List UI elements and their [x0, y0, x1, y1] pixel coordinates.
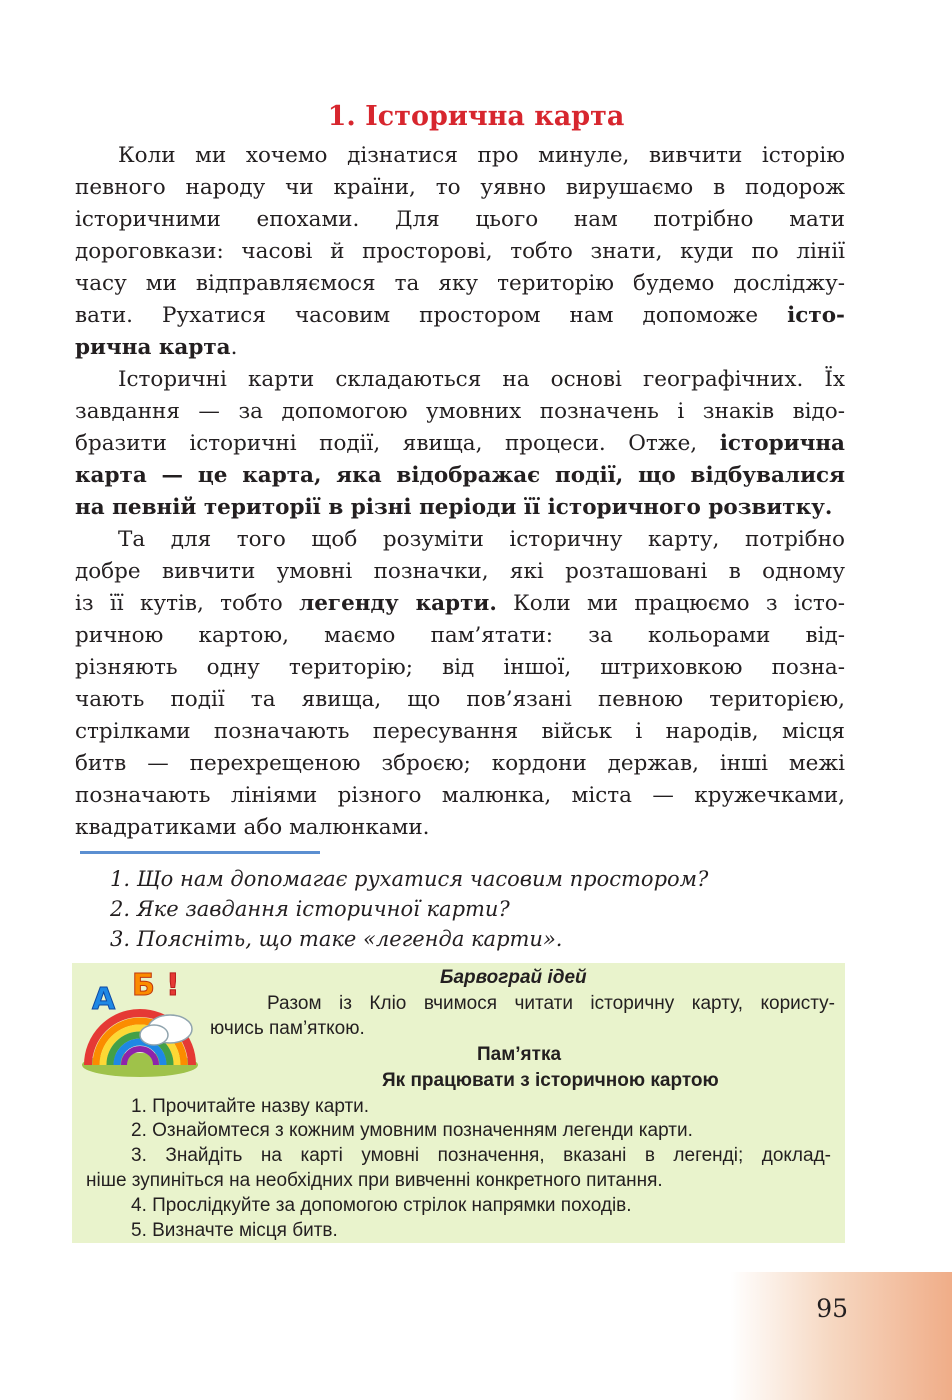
text-line: Коли ми хочемо дізнатися про минуле, вивчити історію [118, 143, 845, 168]
box-intro-line: Разом із Кліо вчимося читати історичну карту, користу- [267, 993, 835, 1014]
text-line [75, 300, 845, 332]
text-line: добре вивчити умовні позначки, які розташовані в одному [75, 559, 845, 584]
bold-term: легенду карти. [299, 591, 497, 616]
box-intro-line: ючись пам’яткою. [210, 1018, 365, 1039]
text-line: різняють одну територію; від іншої, штриховкою позна- [75, 655, 845, 680]
memo-step: ніше зупиніться на необхідних при вивченні конкретного питання. [86, 1170, 663, 1191]
text-line [75, 428, 845, 460]
text-line: Історичні карти складаються на основі географічних. Їх [118, 367, 845, 392]
text-line: часу ми відправляємося та яку територію будемо досліджу- [75, 271, 845, 296]
text-line [75, 332, 845, 364]
bold-term: історична [719, 431, 845, 456]
text-line: чають події та явища, що пов’язані певною територією, [75, 687, 845, 712]
section-title: 1. Історична карта [327, 101, 625, 132]
svg-text:Б: Б [132, 968, 155, 1003]
rainbow-abc-logo-icon [78, 965, 204, 1077]
memo-step: 5. Визначте місця битв. [131, 1220, 338, 1241]
box-title: Барвограй ідей [440, 967, 587, 988]
text-line: позначають лініями різного малюнка, міста — кружечками, [75, 783, 845, 808]
definition-line: на певній території в різні періоди її історичного розвитку. [75, 495, 833, 520]
text-span: бразити історичні події, явища, процеси. Отже, [75, 431, 698, 456]
memo-step: 4. Прослідкуйте за допомогою стрілок напрямки походів. [131, 1195, 632, 1216]
text-line: битв — перехрещеною зброєю; кордони держав, інші межі [75, 751, 845, 776]
svg-text:!: ! [166, 968, 180, 1003]
bold-term: рична карта [75, 335, 231, 360]
text-line: квадратиками або малюнками. [75, 815, 430, 840]
memo-step: 3. Знайдіть на карті умовні позначення, вказані в легенді; доклад- [131, 1145, 831, 1166]
text-span: із її кутів, тобто [75, 591, 283, 616]
main-text [75, 140, 845, 844]
text-line: історичними епохами. Для цього нам потрібно мати [75, 207, 845, 232]
question-item: 3. Поясніть, що таке «легенда карти». [110, 927, 563, 951]
review-questions [110, 864, 708, 954]
question-item: 2. Яке завдання історичної карти? [110, 897, 510, 921]
page-number: 95 [816, 1294, 848, 1323]
text-line [75, 588, 845, 620]
memo-step: 1. Прочитайте назву карти. [131, 1096, 370, 1117]
question-item: 1. Що нам допомагає рухатися часовим простором? [110, 867, 709, 891]
text-span: Коли ми працюємо з істо- [513, 591, 845, 616]
text-line: завдання — за допомогою умовних позначень і знаків відо- [75, 399, 845, 424]
memo-subtitle: Як працювати з історичною картою [382, 1070, 719, 1091]
text-line: дороговкази: часові й просторові, тобто знати, куди по лінії [75, 239, 845, 264]
memo-title: Пам’ятка [477, 1044, 562, 1065]
text-span: вати. Рухатися часовим простором нам допоможе [75, 303, 759, 328]
text-line: стрілками позначають пересування військ і народів, місця [75, 719, 845, 744]
bold-term: істо- [787, 303, 845, 328]
text-line: ричною картою, маємо пам’ятати: за кольорами від- [75, 623, 845, 648]
definition-line: карта — це карта, яка відображає події, що відбувалися [75, 463, 845, 488]
text-span: . [230, 335, 238, 360]
section-divider [80, 851, 320, 854]
svg-text:А: А [92, 982, 116, 1017]
text-line: певного народу чи країни, то уявно вирушаємо в подорож [75, 175, 845, 200]
text-line: Та для того щоб розуміти історичну карту, потрібно [118, 527, 845, 552]
memo-step: 2. Ознайомтеся з кожним умовним позначенням легенди карти. [131, 1120, 693, 1141]
